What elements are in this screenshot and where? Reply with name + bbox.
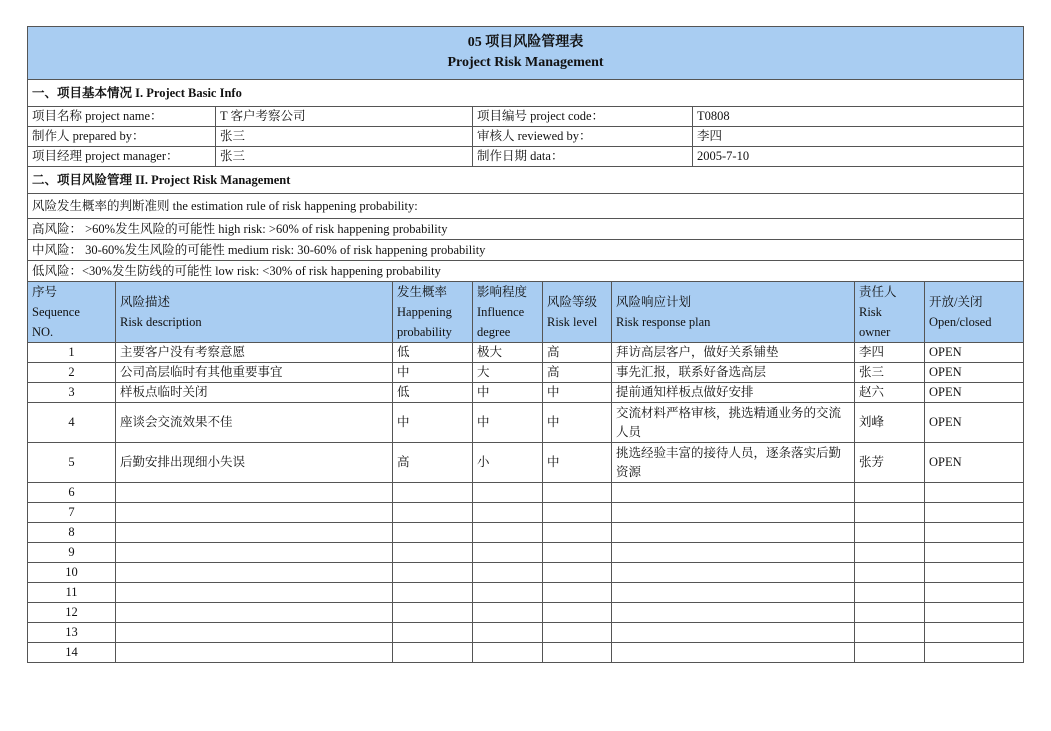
risk-owner [855, 603, 925, 623]
happening-probability: 低 [393, 343, 473, 363]
risk-owner: 张芳 [855, 443, 925, 483]
risk-management-sheet [27, 26, 1023, 663]
title-line-1: 05 项目风险管理表 [467, 35, 584, 50]
rule-medium: 中风险： 30-60%发生风险的可能性 medium risk: 30-60% of risk happening probability [28, 240, 1024, 261]
row-number: 12 [28, 603, 116, 623]
response-plan [612, 543, 855, 563]
happening-probability [393, 483, 473, 503]
risk-description [116, 603, 393, 623]
col-header-risk-level: 风险等级 Risk level [543, 282, 612, 343]
response-plan: 事先汇报，联系好备选高层 [612, 363, 855, 383]
risk-level: 高 [543, 363, 612, 383]
rule-low: 低风险：<30%发生防线的可能性 low risk: <30% of risk happening probability [28, 261, 1024, 282]
risk-description: 座谈会交流效果不佳 [116, 403, 393, 443]
risk-level [543, 643, 612, 663]
table-row [28, 363, 1024, 383]
info-label: 制作人 prepared by： [28, 127, 216, 147]
risk-owner [855, 483, 925, 503]
happening-probability: 低 [393, 383, 473, 403]
row-number: 5 [28, 443, 116, 483]
happening-probability: 高 [393, 443, 473, 483]
risk-level: 中 [543, 443, 612, 483]
response-plan: 拜访高层客户，做好关系铺垫 [612, 343, 855, 363]
risk-table [27, 26, 1024, 663]
risk-level [543, 503, 612, 523]
row-number: 10 [28, 563, 116, 583]
risk-description [116, 503, 393, 523]
risk-level [543, 583, 612, 603]
row-number: 2 [28, 363, 116, 383]
basic-info-row [28, 107, 1024, 127]
table-row [28, 383, 1024, 403]
influence-degree: 大 [473, 363, 543, 383]
col-header-influence: 影响程度 Influence degree [473, 282, 543, 343]
rule-title: 风险发生概率的判断准则 the estimation rule of risk happening probability: [28, 194, 1024, 219]
table-row [28, 483, 1024, 503]
response-plan: 挑选经验丰富的接待人员，逐条落实后勤资源 [612, 443, 855, 483]
risk-owner [855, 583, 925, 603]
sheet-title [28, 27, 1024, 80]
risk-level: 高 [543, 343, 612, 363]
happening-probability: 中 [393, 403, 473, 443]
risk-owner [855, 503, 925, 523]
col-header-sequence: 序号 Sequence NO. [28, 282, 116, 343]
happening-probability: 中 [393, 363, 473, 383]
basic-info-section-title: 一、项目基本情况 I. Project Basic Info [28, 80, 1024, 107]
response-plan [612, 583, 855, 603]
influence-degree [473, 603, 543, 623]
response-plan [612, 483, 855, 503]
risk-description: 样板点临时关闭 [116, 383, 393, 403]
influence-degree [473, 563, 543, 583]
row-number: 14 [28, 643, 116, 663]
influence-degree: 中 [473, 383, 543, 403]
table-row [28, 403, 1024, 443]
info-value: 张三 [216, 147, 473, 167]
risk-description [116, 623, 393, 643]
info-value: 李四 [693, 127, 1024, 147]
info-value: T0808 [693, 107, 1024, 127]
row-number: 8 [28, 523, 116, 543]
row-number: 9 [28, 543, 116, 563]
risk-level [543, 623, 612, 643]
risk-description [116, 543, 393, 563]
col-header-status: 开放/关闭 Open/closed [925, 282, 1024, 343]
happening-probability [393, 623, 473, 643]
risk-level [543, 563, 612, 583]
row-number: 13 [28, 623, 116, 643]
influence-degree [473, 583, 543, 603]
influence-degree [473, 503, 543, 523]
happening-probability [393, 563, 473, 583]
risk-level [543, 543, 612, 563]
risk-description: 主要客户没有考察意愿 [116, 343, 393, 363]
happening-probability [393, 583, 473, 603]
response-plan: 提前通知样板点做好安排 [612, 383, 855, 403]
risk-level [543, 603, 612, 623]
risk-description [116, 563, 393, 583]
status [925, 603, 1024, 623]
happening-probability [393, 543, 473, 563]
title-line-2: Project Risk Management [447, 55, 604, 70]
info-label: 项目编号 project code： [473, 107, 693, 127]
response-plan [612, 603, 855, 623]
risk-description [116, 643, 393, 663]
table-row [28, 543, 1024, 563]
risk-owner [855, 623, 925, 643]
info-value: 张三 [216, 127, 473, 147]
response-plan [612, 623, 855, 643]
info-value: 2005-7-10 [693, 147, 1024, 167]
risk-level [543, 523, 612, 543]
influence-degree [473, 643, 543, 663]
influence-degree [473, 543, 543, 563]
risk-level: 中 [543, 383, 612, 403]
risk-management-section-title: 二、项目风险管理 II. Project Risk Management [28, 167, 1024, 194]
status [925, 623, 1024, 643]
status [925, 583, 1024, 603]
response-plan [612, 503, 855, 523]
table-row [28, 523, 1024, 543]
info-value: T 客户考察公司 [216, 107, 473, 127]
risk-owner [855, 523, 925, 543]
influence-degree: 极大 [473, 343, 543, 363]
risk-owner [855, 643, 925, 663]
status: OPEN [925, 443, 1024, 483]
table-row [28, 443, 1024, 483]
info-label: 审核人 reviewed by： [473, 127, 693, 147]
status [925, 483, 1024, 503]
response-plan: 交流材料严格审核，挑选精通业务的交流人员 [612, 403, 855, 443]
table-header-row [28, 282, 1024, 343]
risk-owner: 张三 [855, 363, 925, 383]
table-row [28, 623, 1024, 643]
happening-probability [393, 523, 473, 543]
info-label: 项目名称 project name： [28, 107, 216, 127]
table-row [28, 503, 1024, 523]
table-row [28, 643, 1024, 663]
risk-level [543, 483, 612, 503]
row-number: 6 [28, 483, 116, 503]
status: OPEN [925, 363, 1024, 383]
table-row [28, 603, 1024, 623]
risk-level: 中 [543, 403, 612, 443]
info-label: 项目经理 project manager： [28, 147, 216, 167]
table-row [28, 343, 1024, 363]
row-number: 4 [28, 403, 116, 443]
status [925, 643, 1024, 663]
response-plan [612, 523, 855, 543]
col-header-description: 风险描述 Risk description [116, 282, 393, 343]
risk-owner [855, 563, 925, 583]
col-header-owner: 责任人 Risk owner [855, 282, 925, 343]
status [925, 563, 1024, 583]
influence-degree: 小 [473, 443, 543, 483]
status: OPEN [925, 383, 1024, 403]
basic-info-row [28, 127, 1024, 147]
col-header-response-plan: 风险响应计划 Risk response plan [612, 282, 855, 343]
risk-owner: 刘峰 [855, 403, 925, 443]
row-number: 3 [28, 383, 116, 403]
risk-owner: 赵六 [855, 383, 925, 403]
influence-degree [473, 623, 543, 643]
happening-probability [393, 643, 473, 663]
response-plan [612, 643, 855, 663]
status: OPEN [925, 343, 1024, 363]
influence-degree: 中 [473, 403, 543, 443]
risk-owner [855, 543, 925, 563]
influence-degree [473, 523, 543, 543]
table-row [28, 563, 1024, 583]
status [925, 543, 1024, 563]
risk-description [116, 583, 393, 603]
basic-info-row [28, 147, 1024, 167]
status: OPEN [925, 403, 1024, 443]
risk-description: 公司高层临时有其他重要事宜 [116, 363, 393, 383]
status [925, 523, 1024, 543]
row-number: 1 [28, 343, 116, 363]
row-number: 11 [28, 583, 116, 603]
risk-owner: 李四 [855, 343, 925, 363]
risk-description [116, 523, 393, 543]
info-label: 制作日期 data： [473, 147, 693, 167]
response-plan [612, 563, 855, 583]
status [925, 503, 1024, 523]
rule-high: 高风险： >60%发生风险的可能性 high risk: >60% of risk happening probability [28, 219, 1024, 240]
happening-probability [393, 603, 473, 623]
risk-description [116, 483, 393, 503]
happening-probability [393, 503, 473, 523]
col-header-probability: 发生概率 Happening probability [393, 282, 473, 343]
influence-degree [473, 483, 543, 503]
risk-description: 后勤安排出现细小失误 [116, 443, 393, 483]
row-number: 7 [28, 503, 116, 523]
table-row [28, 583, 1024, 603]
